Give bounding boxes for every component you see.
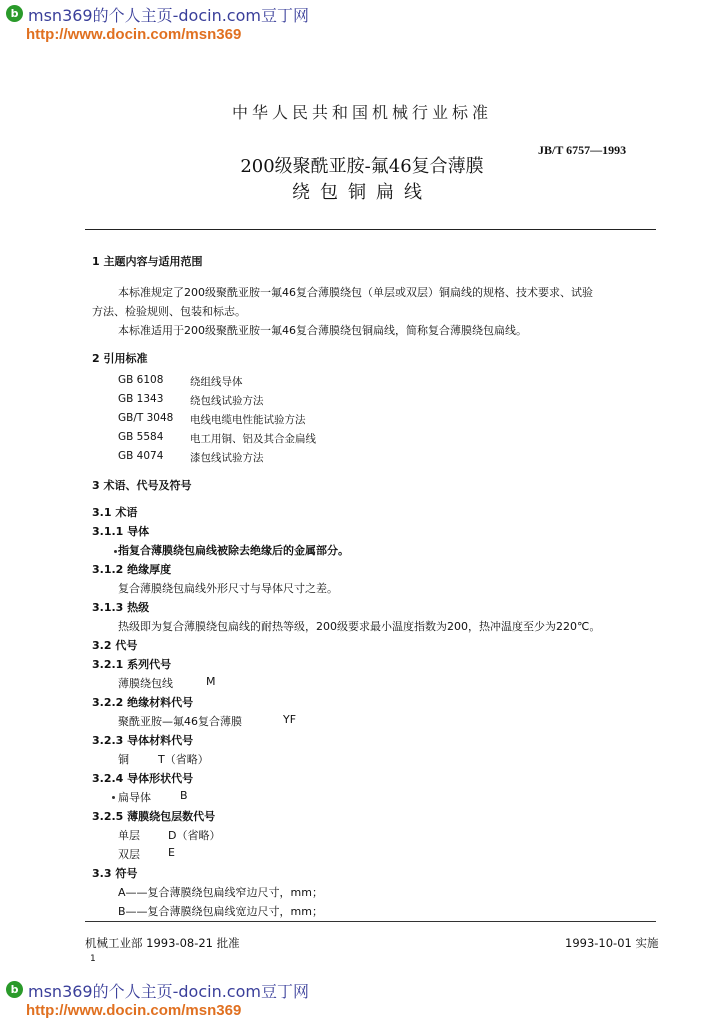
series-code: M: [206, 675, 216, 688]
document-title-line1: 200级聚酰亚胺-氟46复合薄膜: [240, 156, 484, 177]
insulation-material-code: YF: [283, 713, 297, 726]
standard-number: JB/T 6757—1993: [538, 143, 627, 157]
reference-code: GB 5584: [118, 431, 164, 443]
section-3-2-2-heading: 3.2.2 绝缘材料代号: [92, 696, 194, 709]
scan-speck: [114, 550, 117, 553]
reference-title: 绕包线试验方法: [190, 395, 264, 407]
conductor-shape-name: 扁导体: [118, 791, 151, 804]
reference-code: GB 6108: [118, 374, 164, 386]
watermark-banner-bottom: [0, 976, 724, 1024]
symbol-a-definition: A——复合薄膜绕包扁线窄边尺寸，mm；: [118, 886, 323, 899]
single-layer-label: 单层: [118, 829, 140, 842]
insulation-material-name: 聚酰亚胺—氟46复合薄膜: [118, 715, 242, 728]
section-3-1-1-text: 指复合薄膜绕包扁线被除去绝缘后的金属部分。: [118, 544, 349, 557]
section-3-1-3-heading: 3.1.3 热级: [92, 601, 150, 614]
section-3-1-1-heading: 3.1.1 导体: [92, 525, 150, 538]
scan-speck: [112, 796, 115, 799]
document-page: [0, 48, 724, 976]
conductor-shape-code: B: [180, 789, 188, 802]
reference-title: 电工用铜、铝及其合金扁线: [190, 433, 316, 445]
section-3-2-5-heading: 3.2.5 薄膜绕包层数代号: [92, 810, 216, 823]
approval-info: 机械工业部 1993-08-21 批准: [85, 936, 240, 950]
double-layer-label: 双层: [118, 848, 140, 861]
watermark-site-text[interactable]: msn369的个人主页-docin.com豆丁网: [28, 6, 309, 25]
effective-date: 1993-10-01 实施: [565, 936, 659, 950]
conductor-material-name: 铜: [118, 753, 129, 766]
single-layer-code: D（省略）: [168, 829, 221, 842]
section-3-2-4-heading: 3.2.4 导体形状代号: [92, 772, 194, 785]
section-1-paragraph-1-line-1: 本标准规定了200级聚酰亚胺一氟46复合薄膜绕包（单层或双层）铜扁线的规格、技术要求、试验: [118, 286, 593, 299]
section-3-1-2-heading: 3.1.2 绝缘厚度: [92, 563, 172, 576]
section-3-heading: 3 术语、代号及符号: [92, 479, 192, 492]
section-3-2-1-heading: 3.2.1 系列代号: [92, 658, 172, 671]
symbol-b-definition: B——复合薄膜绕包扁线宽边尺寸，mm；: [118, 905, 323, 918]
reference-title: 漆包线试验方法: [190, 452, 264, 464]
page-number: 1: [90, 954, 96, 964]
document-title-line2: 绕包铜扁线: [292, 182, 432, 203]
footer-divider: [85, 921, 656, 922]
section-3-1-2-text: 复合薄膜绕包扁线外形尺寸与导体尺寸之差。: [118, 582, 338, 595]
series-name: 薄膜绕包线: [118, 677, 173, 690]
section-3-3-heading: 3.3 符号: [92, 867, 138, 880]
watermark-banner-top: [0, 0, 724, 48]
reference-code: GB 4074: [118, 450, 164, 462]
section-1-heading: 1 主题内容与适用范围: [92, 255, 203, 268]
watermark-url-link[interactable]: http://www.docin.com/msn369: [26, 1002, 242, 1019]
watermark-url-link[interactable]: http://www.docin.com/msn369: [26, 26, 242, 43]
section-1-paragraph-1-line-2: 方法、检验规则、包装和标志。: [92, 305, 246, 318]
watermark-site-text[interactable]: msn369的个人主页-docin.com豆丁网: [28, 982, 309, 1001]
conductor-material-code: T（省略）: [158, 753, 209, 766]
double-layer-code: E: [168, 846, 175, 859]
docin-logo-icon: b: [6, 5, 23, 22]
section-2-heading: 2 引用标准: [92, 352, 148, 365]
reference-code: GB 1343: [118, 393, 164, 405]
reference-title: 电线电缆电性能试验方法: [190, 414, 306, 426]
header-divider: [85, 229, 656, 230]
reference-code: GB/T 3048: [118, 412, 174, 424]
section-1-paragraph-2: 本标准适用于200级聚酰亚胺一氟46复合薄膜绕包铜扁线，简称复合薄膜绕包扁线。: [118, 324, 527, 337]
industry-standard-heading: 中华人民共和国机械行业标准: [231, 103, 492, 122]
section-3-1-heading: 3.1 术语: [92, 506, 138, 519]
docin-logo-icon: b: [6, 981, 23, 998]
section-3-2-3-heading: 3.2.3 导体材料代号: [92, 734, 194, 747]
section-3-1-3-text: 热级即为复合薄膜绕包扁线的耐热等级，200级要求最小温度指数为200，热冲温度至少为220℃。: [118, 620, 601, 633]
section-3-2-heading: 3.2 代号: [92, 639, 138, 652]
reference-title: 绕组线导体: [190, 376, 243, 388]
